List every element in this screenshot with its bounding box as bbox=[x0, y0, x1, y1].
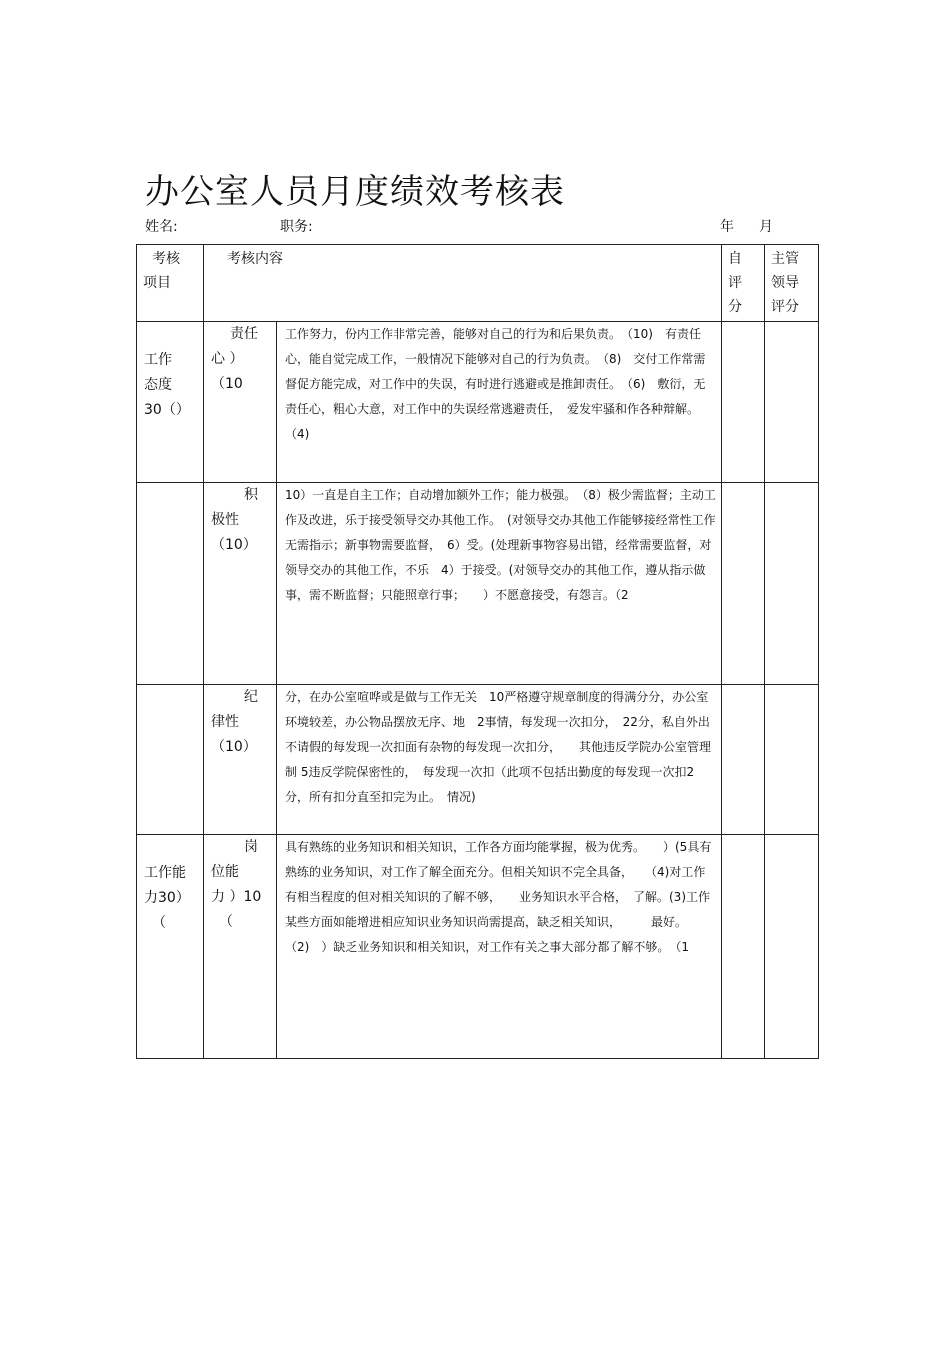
leader-score-cell[interactable] bbox=[765, 483, 819, 685]
self-score-cell[interactable] bbox=[722, 835, 765, 1059]
year-label: 年 bbox=[720, 219, 734, 235]
category-line: 力30） bbox=[144, 890, 190, 906]
table-row bbox=[137, 322, 819, 483]
criteria-text: 工作努力，份内工作非常完善，能够对自己的行为和后果负责。 （10) 有责任心，能自觉完成工作，一般情况下能够对自己的行为负责。 （8) 交付工作常需督促方能完成，对工作中的失误，有时进行逃避或是推卸责任。 （6) 敷衍，无责任心，粗心大意，对工作中的失误经常逃避责任， 爱发牢骚和作各种辩解。（4) bbox=[277, 322, 722, 483]
subitem-cell bbox=[204, 685, 277, 835]
table-row bbox=[137, 685, 819, 835]
table-row bbox=[137, 483, 819, 685]
assessment-table bbox=[136, 244, 819, 1059]
subitem-line: 责任 bbox=[230, 326, 258, 342]
table-row bbox=[137, 835, 819, 1059]
category-line: 态度 bbox=[144, 377, 172, 393]
leader-score-cell[interactable] bbox=[765, 835, 819, 1059]
header-self-line: 评 bbox=[728, 275, 742, 291]
header-leader-line: 领导 bbox=[771, 275, 799, 291]
table-header-row bbox=[137, 245, 819, 322]
header-item bbox=[137, 245, 204, 322]
category-line: 30（） bbox=[144, 402, 190, 418]
leader-score-cell[interactable] bbox=[765, 322, 819, 483]
category-line: 工作能 bbox=[144, 865, 186, 881]
subitem-line: 极性 bbox=[211, 512, 239, 528]
header-self-score bbox=[722, 245, 765, 322]
header-item-line: 项目 bbox=[143, 275, 171, 291]
category-cell bbox=[137, 685, 204, 835]
category-cell bbox=[137, 322, 204, 483]
subitem-cell bbox=[204, 322, 277, 483]
subitem-line: 岗 bbox=[244, 839, 258, 855]
category-line: 工作 bbox=[144, 352, 172, 368]
subitem-line: 律性 bbox=[211, 714, 239, 730]
leader-score-cell[interactable] bbox=[765, 685, 819, 835]
subitem-cell bbox=[204, 483, 277, 685]
criteria-text: 分，在办公室喧哗或是做与工作无关 10严格遵守规章制度的得满分分，办公室环境较差，办公物品摆放无序、地 2事情，每发现一次扣分， 22分，私自外出不请假的每发现一次扣面有杂物的每发现一次扣分， 其他违反学院办公室管理制 5违反学院保密性的， 每发现一次扣（此项不包括出勤度的每发现一次扣2分，所有扣分直至扣完为止。 情况) bbox=[277, 685, 722, 835]
header-self-line: 分 bbox=[728, 299, 742, 315]
subitem-line: 心 ） bbox=[211, 351, 244, 367]
name-label: 姓名: bbox=[145, 219, 178, 235]
header-leader-line: 主管 bbox=[771, 251, 799, 267]
subitem-cell bbox=[204, 835, 277, 1059]
month-label: 月 bbox=[759, 219, 773, 235]
category-line: （ bbox=[152, 915, 166, 931]
subitem-line: 位能 bbox=[211, 864, 239, 880]
self-score-cell[interactable] bbox=[722, 483, 765, 685]
category-cell bbox=[137, 483, 204, 685]
header-leader-score bbox=[765, 245, 819, 322]
subitem-line: 纪 bbox=[244, 689, 258, 705]
position-label: 职务: bbox=[280, 219, 313, 235]
subitem-line: 积 bbox=[244, 487, 258, 503]
subitem-line: （10） bbox=[211, 739, 257, 755]
subitem-line: 力 ）10 bbox=[211, 889, 262, 905]
criteria-text: 具有熟练的业务知识和相关知识，工作各方面均能掌握，极为优秀。 ）(5具有熟练的业务知识，对工作了解全面充分。但相关知识不完全具备， （4)对工作有相当程度的但对相关知识的了解不够， 业务知识水平合格， 了解。(3)工作某些方面如能增进相应知识业务知识尚需提高，缺乏相关知识， 最好。（2) ）缺乏业务知识和相关知识，对工作有关之事大部分都了解不够。 （1 bbox=[277, 835, 722, 1059]
self-score-cell[interactable] bbox=[722, 322, 765, 483]
header-self-line: 自 bbox=[728, 251, 742, 267]
header-item-line: 考核 bbox=[152, 251, 180, 267]
subitem-line: （ bbox=[219, 914, 233, 930]
criteria-text: 10）一直是自主工作；自动增加额外工作；能力极强。 （8）极少需监督；主动工作及改进，乐于接受领导交办其他工作。 (对领导交办其他工作能够接经常性工作无需指示；新事物需要监督， 6）受。(处理新事物容易出错，经常需要监督，对领导交办的其他工作，不乐 4）于接受。(对领导交办的其他工作，遵从指示做事，需不断监督；只能照章行事； ）不愿意接受，有怨言。（2 bbox=[277, 483, 722, 685]
subitem-line: （10 bbox=[211, 376, 243, 392]
page-title: 办公室人员月度绩效考核表 bbox=[145, 172, 565, 212]
header-leader-line: 评分 bbox=[771, 299, 799, 315]
subitem-line: （10） bbox=[211, 537, 257, 553]
self-score-cell[interactable] bbox=[722, 685, 765, 835]
category-cell bbox=[137, 835, 204, 1059]
header-content-label: 考核内容 bbox=[227, 251, 283, 267]
header-content bbox=[204, 245, 722, 322]
